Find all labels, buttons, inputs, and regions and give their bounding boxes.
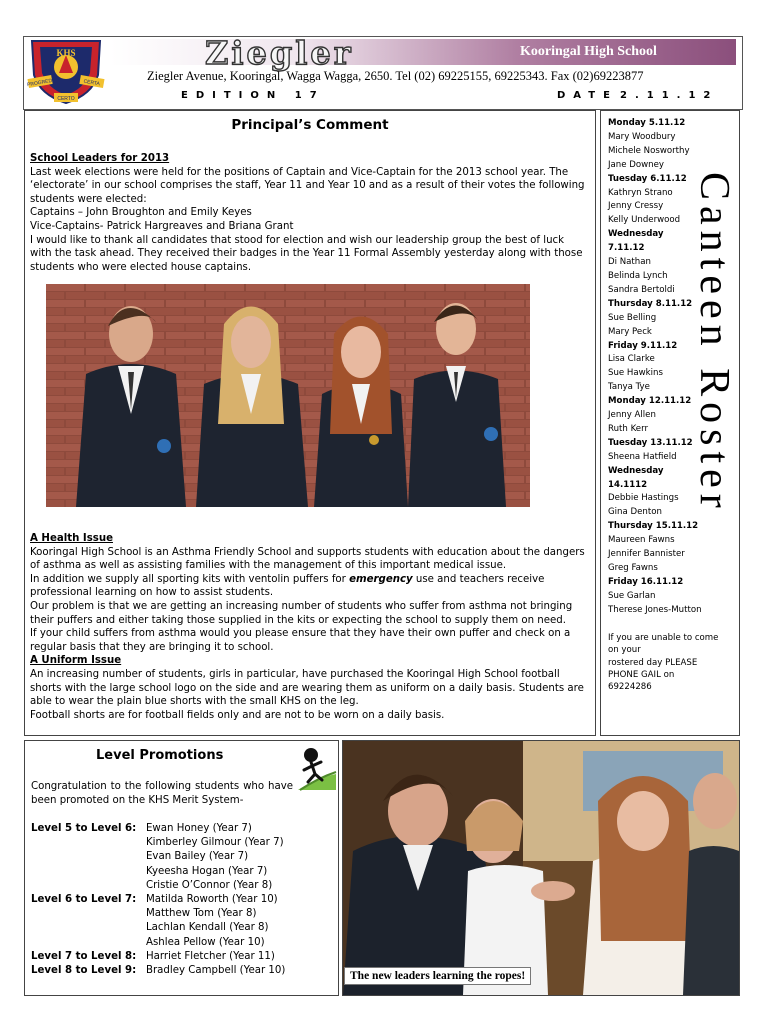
roster-volunteer: Therese Jones-Mutton [608,604,702,615]
uniform-paragraph-1: An increasing number of students, girls in particular, have purchased the Kooringal High School football shorts with the large school logo on the side and are wearing them as uniform on a daily basis. Students are able to wear the plain blue shorts with the small KHS on the leg. [30,668,584,708]
promotion-row [31,865,331,879]
promotion-level-label: Level 7 to Level 8: [31,950,137,962]
roster-volunteer: Jennifer Bannister [608,549,685,560]
school-address: Ziegler Avenue, Kooringal, Wagga Wagga, 2650. Tel (02) 69225155, 69225343. Fax (02)69223877 [147,69,644,83]
roster-volunteer: Kelly Underwood [608,215,681,226]
vice-captains-line: Vice-Captains- Patrick Hargreaves and Briana Grant [30,220,294,232]
roster-volunteer: Belinda Lynch [608,270,668,281]
roster-day: Tuesday 13.11.12 [608,437,693,448]
health-paragraph-2-end: use and teachers receive professional learning on how to assist students. [30,573,545,599]
roster-day: Monday 12.11.12 [608,396,692,407]
edition-number: EDITION 17 [181,90,325,101]
roster-volunteer: Tanya Tye [608,382,650,393]
photo-caption: The new leaders learning the ropes! [344,967,531,985]
emergency-emphasis: emergency [349,573,413,585]
promotion-row [31,950,331,964]
canteen-note-line: on your [608,645,641,656]
roster-volunteer: Gina Denton [608,507,662,518]
health-paragraph-3: Our problem is that we are getting an increasing number of students who suffer from asthma not bringing their puffers and either taking those supplied in the kits or expecting the school to supply them on need. [30,600,573,626]
promotions-list [31,822,331,978]
roster-day: Friday 16.11.12 [608,576,684,587]
promotion-level-label: Level 8 to Level 9: [31,965,137,977]
roster-volunteer: Mary Woodbury [608,131,676,142]
promotion-row [31,893,331,907]
promoted-student: Matilda Roworth (Year 10) [146,894,278,906]
promotions-intro: Congratulation to the following students who have been promoted on the KHS Merit System- [31,781,293,806]
uniform-issue-heading: A Uniform Issue [30,655,122,667]
svg-text:CERTO: CERTO [57,96,75,102]
roster-volunteer: Di Nathan [608,257,651,268]
promoted-student: Kyeesha Hogan (Year 7) [146,865,268,877]
roster-volunteer: Jenny Allen [608,410,656,421]
roster-volunteer: Jane Downey [608,159,664,170]
roster-day: Friday 9.11.12 [608,340,678,351]
roster-volunteer: Lisa Clarke [608,354,655,365]
promoted-student: Cristie O’Connor (Year 8) [146,879,273,891]
promoted-student: Kimberley Gilmour (Year 7) [146,837,284,849]
promotion-row [31,822,331,836]
promoted-student: Ewan Honey (Year 7) [146,823,252,834]
roster-volunteer: Sue Garlan [608,590,656,601]
roster-day-date: 14.1112 [608,479,648,490]
uniform-paragraph-2: Football shorts are for football fields only and are not to be worn on a daily basis. [30,709,445,721]
health-uniform-section [30,532,586,722]
roster-volunteer: Sue Hawkins [608,368,663,379]
promotion-level-label [31,836,146,850]
school-crest-logo [26,37,106,105]
roster-day: Thursday 8.11.12 [608,298,693,309]
svg-text:PROGREDI: PROGREDI [26,77,55,89]
school-name: Kooringal High School [520,44,657,59]
roster-day-date: 7.11.12 [608,243,645,254]
health-paragraph-4: If your child suffers from asthma would you please ensure that they have their own puffer and check on a regular basis that they are bringing it to school. [30,628,571,653]
principal-comment-title: Principal’s Comment [231,117,389,133]
roster-day: Wednesday [608,229,664,240]
school-leaders-photo [46,284,530,507]
school-leaders-paragraph: Last week elections were held for the positions of Captain and Vice-Captain for the 2013 school year. The ‘electorate’ in our school comprises the staff, Year 11 and Year 10 and as a result of their votes the following students were elected: [30,166,585,205]
promoted-student: Evan Bailey (Year 7) [146,851,249,863]
health-issue-heading: A Health Issue [30,533,113,544]
roster-day: Wednesday [608,465,664,476]
roster-volunteer: Mary Peck [608,326,652,337]
issue-date: 2.11.12 [620,90,719,101]
promoted-student: Ashlea Pellow (Year 10) [146,936,265,948]
promotion-level-label: Level 5 to Level 6: [31,823,137,834]
new-leaders-photo [342,740,740,996]
promoted-student: Bradley Campbell (Year 10) [146,965,286,977]
promotion-row [31,907,331,921]
promotion-row [31,836,331,850]
canteen-note-line: rostered day PLEASE [608,657,698,668]
roster-volunteer: Debbie Hastings [608,493,679,504]
roster-volunteer: Sue Belling [608,312,657,323]
roster-day: Thursday 15.11.12 [608,521,699,532]
promotion-level-label [31,921,146,935]
roster-volunteer: Sheena Hatfield [608,451,677,462]
health-paragraph-1: Kooringal High School is an Asthma Friendly School and supports students with education about the dangers of asthma as well as assisting families with the management of this important medical issue. [30,546,585,572]
climbing-figure-icon [296,744,338,792]
promotion-row [31,936,331,950]
roster-volunteer: Sandra Bertoldi [608,284,675,295]
promotion-level-label [31,879,146,893]
canteen-roster-heading [683,170,747,630]
svg-text:CERTA: CERTA [83,78,101,88]
canteen-note-line: PHONE GAIL on [608,669,675,680]
school-leaders-heading: School Leaders for 2013 [30,153,170,164]
health-paragraph-2 [30,573,586,600]
promoted-student: Harriet Fletcher (Year 11) [146,950,275,962]
school-leaders-section [30,152,586,274]
promotion-row [31,850,331,864]
promotion-row [31,879,331,893]
level-promotions-title: Level Promotions [96,748,224,763]
canteen-note [608,632,733,693]
promoted-student: Matthew Tom (Year 8) [146,908,257,920]
promotion-level-label: Level 6 to Level 7: [31,894,137,906]
roster-volunteer: Greg Fawns [608,563,658,573]
svg-text:Canteen Roster: Canteen Roster [691,172,737,514]
captains-line: Captains – John Broughton and Emily Keyes [30,207,252,219]
date-label: DATE [557,90,618,101]
canteen-note-line: 69224286 [608,682,652,693]
promotion-level-label [31,936,146,950]
canteen-note-line: If you are unable to come [608,633,719,643]
roster-volunteer: Jenny Cressy [608,201,664,212]
svg-text:KHS: KHS [56,48,76,58]
health-paragraph-2-start: In addition we supply all sporting kits with ventolin puffers for [30,573,350,585]
roster-volunteer: Maureen Fawns [608,535,675,546]
promotion-level-label [31,865,146,879]
promoted-student: Lachlan Kendall (Year 8) [146,922,269,934]
roster-day: Monday 5.11.12 [608,118,686,128]
roster-volunteer: Ruth Kerr [608,423,648,434]
promotion-row [31,964,331,978]
promotion-row [31,921,331,935]
roster-volunteer: Michele Nosworthy [608,145,690,156]
roster-volunteer: Kathryn Strano [608,187,673,198]
newsletter-title: Ziegler [205,34,354,72]
promotion-level-label [31,907,146,921]
promotion-level-label [31,850,146,864]
roster-day: Tuesday 6.11.12 [608,173,687,184]
thanks-paragraph: I would like to thank all candidates that stood for election and wish our leadership group the best of luck with the task ahead. They received their badges in the Year 11 Formal Assembly yesterday along with those students who were elected house captains. [30,234,583,273]
